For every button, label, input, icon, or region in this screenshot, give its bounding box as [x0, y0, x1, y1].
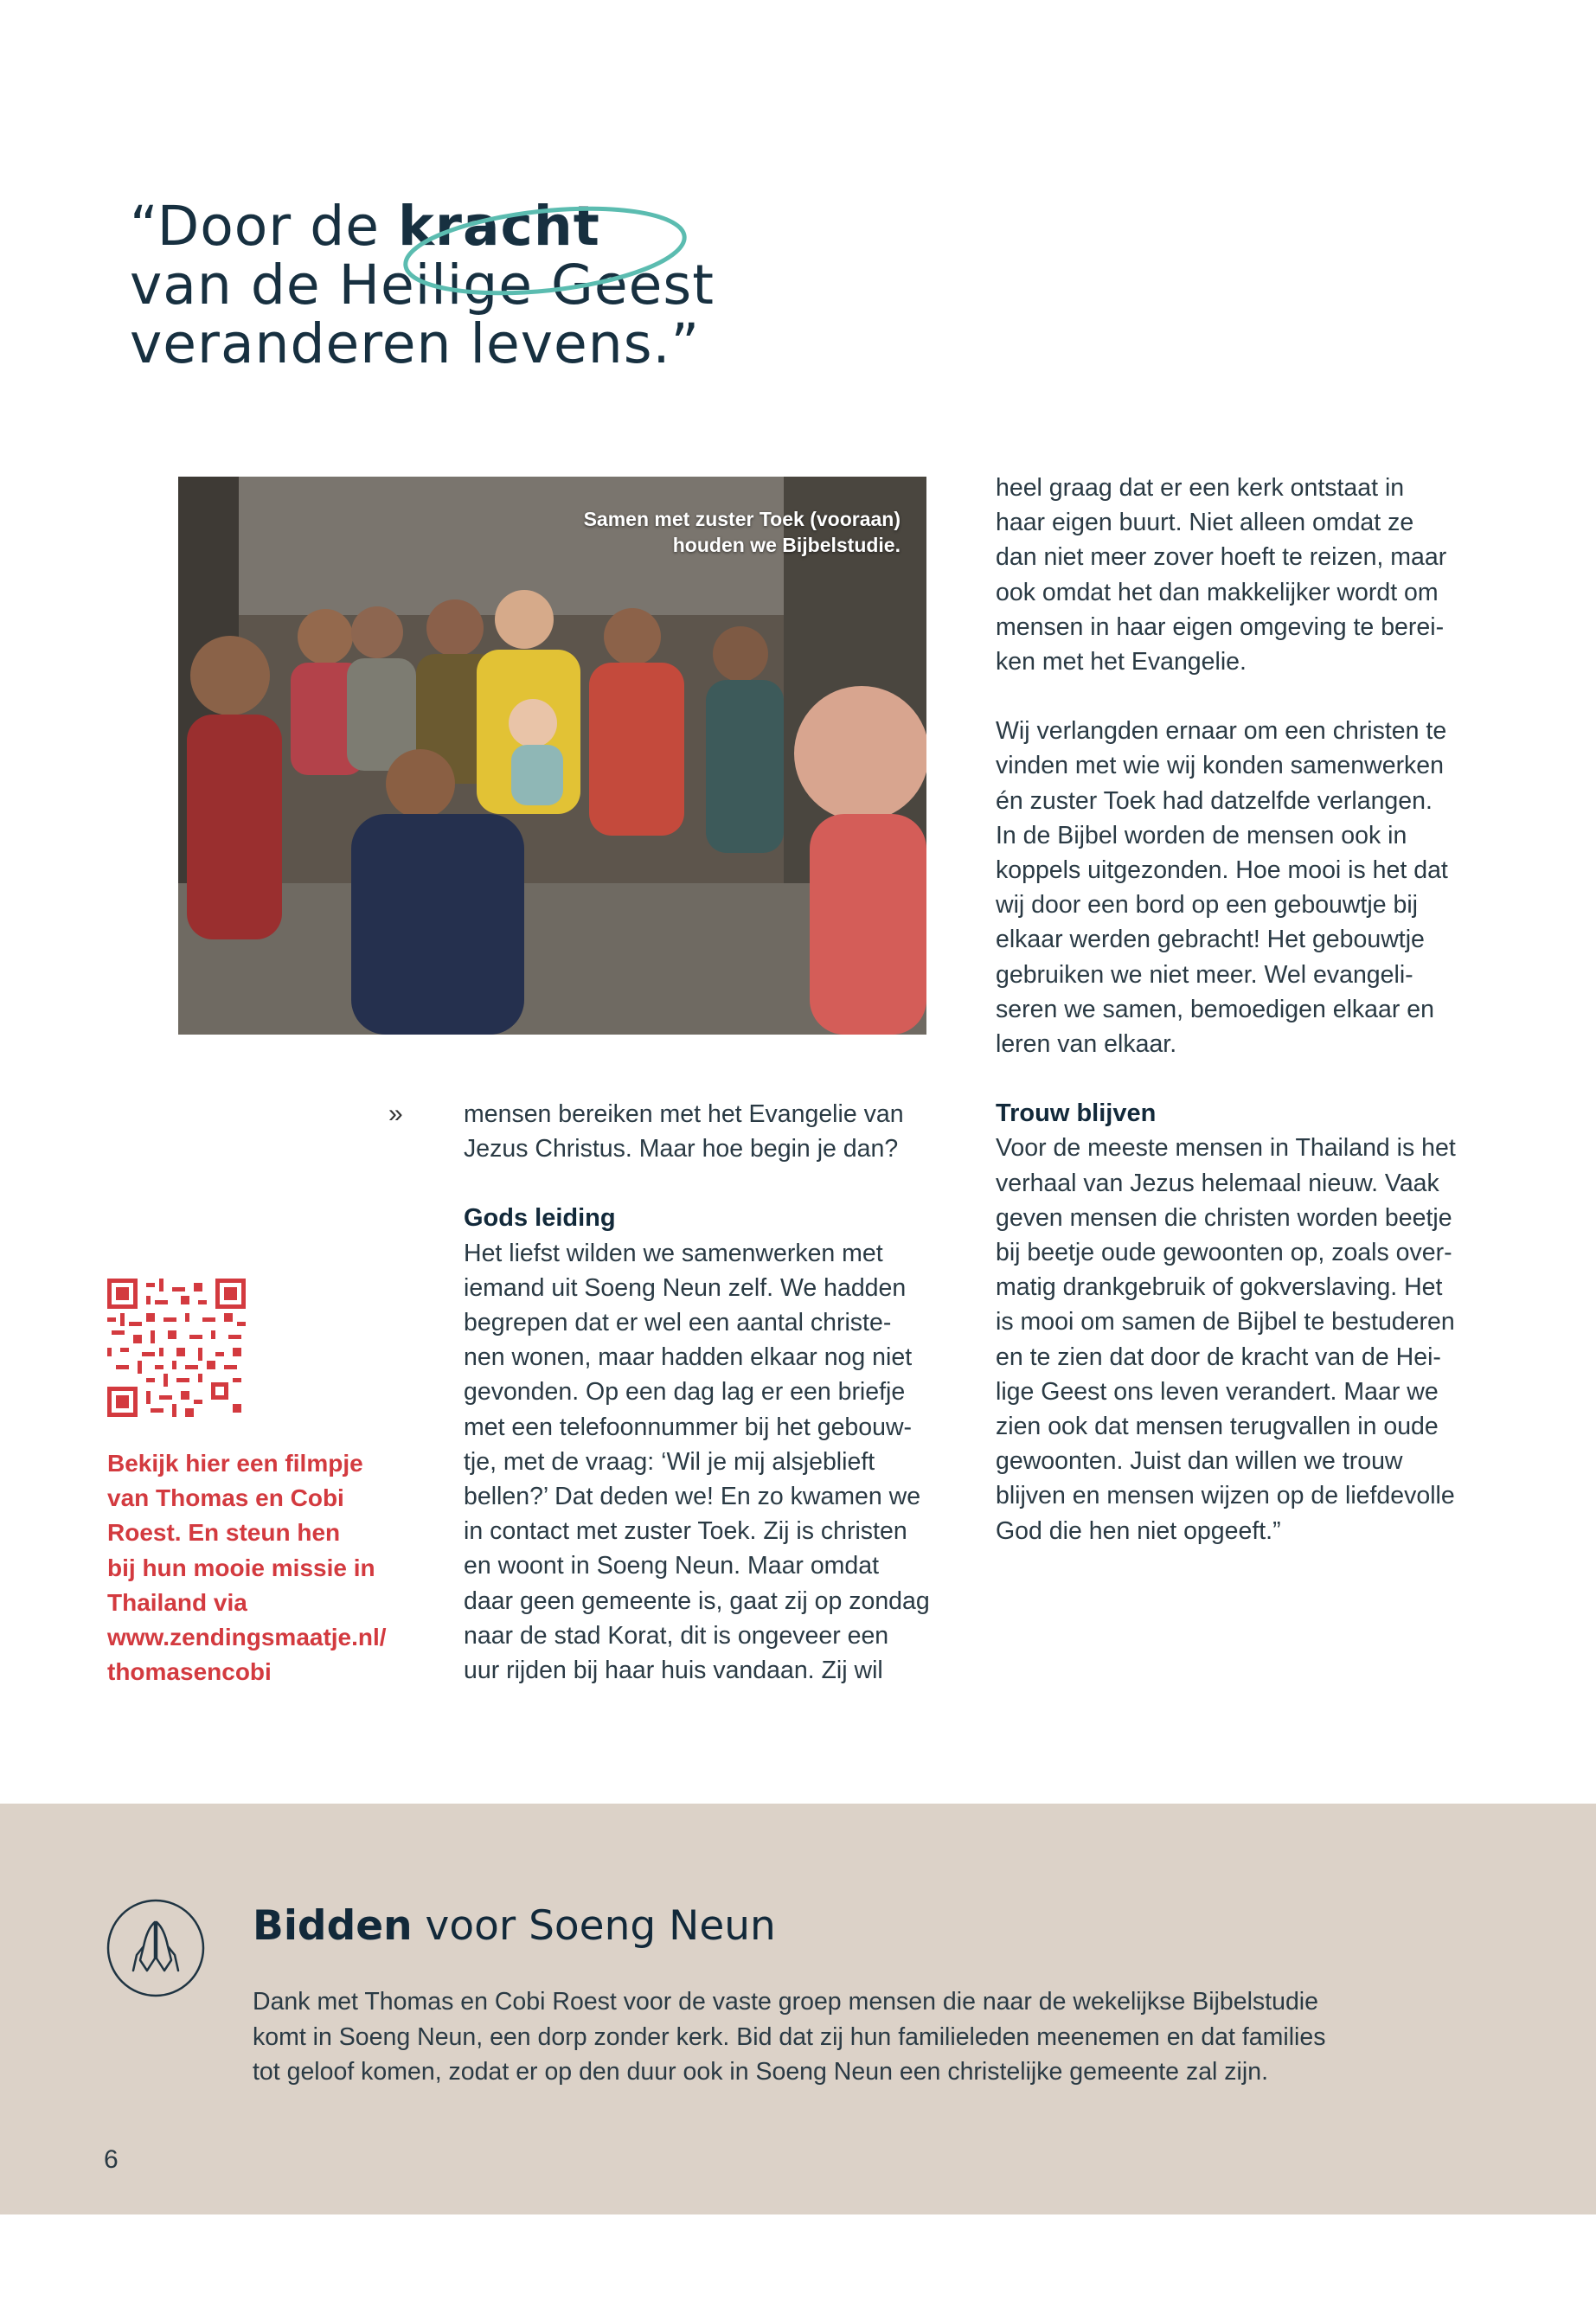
- promo-link-line[interactable]: www.zendingsmaatje.nl/: [107, 1624, 387, 1651]
- text-line: mensen in haar eigen omgeving te berei-: [996, 612, 1445, 641]
- caption-line-2: houden we Bijbelstudie.: [672, 534, 901, 556]
- quote-keyword: kracht: [398, 195, 600, 258]
- text-line: tje, met de vraag: ‘Wil je mij alsjeblieft: [464, 1447, 875, 1476]
- article-column-middle: [464, 1097, 944, 1688]
- text-line: en te zien dat door de kracht van de Hei-: [996, 1343, 1441, 1371]
- promo-line: Thailand via: [107, 1588, 247, 1616]
- text-line: God die hen niet opgeeft.”: [996, 1516, 1281, 1545]
- text-line: koppels uitgezonden. Hoe mooi is het dat: [996, 856, 1448, 885]
- text-line: in contact met zuster Toek. Zij is christen: [464, 1517, 907, 1546]
- text-line: én zuster Toek had datzelfde verlangen.: [996, 786, 1433, 815]
- caption-line-1: Samen met zuster Toek (vooraan): [583, 508, 901, 530]
- text-line: bij beetje oude gewoonten op, zoals over-: [996, 1239, 1452, 1267]
- text-line: met een telefoonnummer bij het gebouw-: [464, 1413, 913, 1441]
- promo-line: Bekijk hier een filmpje: [107, 1450, 363, 1477]
- text-line: lige Geest ons leven verandert. Maar we: [996, 1377, 1439, 1406]
- text-line: naar de stad Korat, dit is ongeveer een: [464, 1621, 889, 1650]
- qr-code-icon: [107, 1279, 246, 1417]
- text-line: daar geen gemeente is, gaat zij op zondag: [464, 1586, 930, 1615]
- prayer-text: [253, 1984, 1464, 2090]
- promo-line: Roest. En steun hen: [107, 1519, 341, 1547]
- text-line: zien ook dat mensen terugvallen in oude: [996, 1413, 1439, 1441]
- prayer-title-rest: voor Soeng Neun: [412, 1902, 776, 1950]
- text-line: nen wonen, maar hadden elkaar nog niet: [464, 1343, 913, 1372]
- text-line: matig drankgebruik of gokverslaving. Het: [996, 1273, 1443, 1302]
- promo-line: bij hun mooie missie in: [107, 1554, 375, 1581]
- text-line: is mooi om samen de Bijbel te bestuderen: [996, 1308, 1455, 1336]
- text-line: geven mensen die christen worden beetje: [996, 1203, 1452, 1232]
- photo-illustration: [178, 477, 926, 1035]
- article-column-right: [996, 471, 1515, 1548]
- text-line: tot geloof komen, zodat er op den duur ook in Soeng Neun een christelijke gemeente zal zijn.: [253, 2058, 1268, 2086]
- text-line: uur rijden bij haar huis vandaan. Zij wil: [464, 1657, 883, 1685]
- text-line: heel graag dat er een kerk ontstaat in: [996, 474, 1405, 502]
- continuation-marker: »: [388, 1099, 403, 1128]
- group-photo: [178, 477, 926, 1035]
- subheading-trouw-blijven: Trouw blijven: [996, 1099, 1157, 1128]
- text-line: blijven en mensen wijzen op de liefdevolle: [996, 1482, 1455, 1510]
- text-line: gevonden. Op een dag lag er een briefje: [464, 1378, 906, 1407]
- text-line: komt in Soeng Neun, een dorp zonder kerk. Bid dat zij hun familieleden meenemen en dat families: [253, 2022, 1326, 2051]
- text-line: bellen?’ Dat deden we! En zo kwamen we: [464, 1483, 921, 1511]
- text-line: In de Bijbel worden de mensen ook in: [996, 821, 1407, 849]
- video-promo: [107, 1446, 406, 1689]
- text-line: ken met het Evangelie.: [996, 648, 1247, 676]
- text-line: Voor de meeste mensen in Thailand is het: [996, 1134, 1456, 1163]
- text-line: vinden met wie wij konden samenwerken: [996, 752, 1445, 780]
- prayer-title: [253, 1901, 776, 1952]
- text-line: ook omdat het dan makkelijker wordt om: [996, 578, 1439, 606]
- text-line: gebruiken we niet meer. Wel evangeli-: [996, 960, 1413, 989]
- page-number: 6: [104, 2145, 119, 2174]
- text-line: Dank met Thomas en Cobi Roest voor de vaste groep mensen die naar de wekelijkse Bijbelstudie: [253, 1988, 1318, 2016]
- text-line: en woont in Soeng Neun. Maar omdat: [464, 1552, 880, 1580]
- text-line: elkaar werden gebracht! Het gebouwtje: [996, 926, 1425, 954]
- text-line: begrepen dat er wel een aantal christe-: [464, 1309, 892, 1337]
- text-line: haar eigen buurt. Niet alleen omdat ze: [996, 509, 1414, 537]
- quote-line-2: van de Heilige Geest: [130, 253, 715, 317]
- text-line: dan niet meer zover hoeft te reizen, maar: [996, 543, 1447, 572]
- text-line: iemand uit Soeng Neun zelf. We hadden: [464, 1273, 907, 1302]
- subheading-gods-leiding: Gods leiding: [464, 1204, 616, 1233]
- promo-line: van Thomas en Cobi: [107, 1484, 344, 1512]
- text-line: leren van elkaar.: [996, 1030, 1177, 1059]
- text-line: seren we samen, bemoedigen elkaar en: [996, 995, 1434, 1023]
- text-line: mensen bereiken met het Evangelie van: [464, 1100, 904, 1128]
- text-line: verhaal van Jezus helemaal nieuw. Vaak: [996, 1169, 1439, 1197]
- text-line: wij door een bord op een gebouwtje bij: [996, 891, 1419, 920]
- prayer-title-bold: Bidden: [253, 1902, 413, 1950]
- text-line: gewoonten. Juist dan willen we trouw: [996, 1447, 1403, 1476]
- text-line: Jezus Christus. Maar hoe begin je dan?: [464, 1135, 899, 1163]
- quote-line-1-text: “Door de: [130, 195, 380, 258]
- keyword-highlight-swoosh: [400, 201, 694, 300]
- promo-link-line[interactable]: thomasencobi: [107, 1658, 272, 1686]
- text-line: Wij verlangden ernaar om een christen te: [996, 717, 1447, 746]
- quote-line-3: veranderen levens.”: [130, 312, 701, 375]
- photo-caption: [584, 506, 901, 558]
- praying-hands-icon: [106, 1898, 206, 1998]
- text-line: Het liefst wilden we samenwerken met: [464, 1239, 883, 1267]
